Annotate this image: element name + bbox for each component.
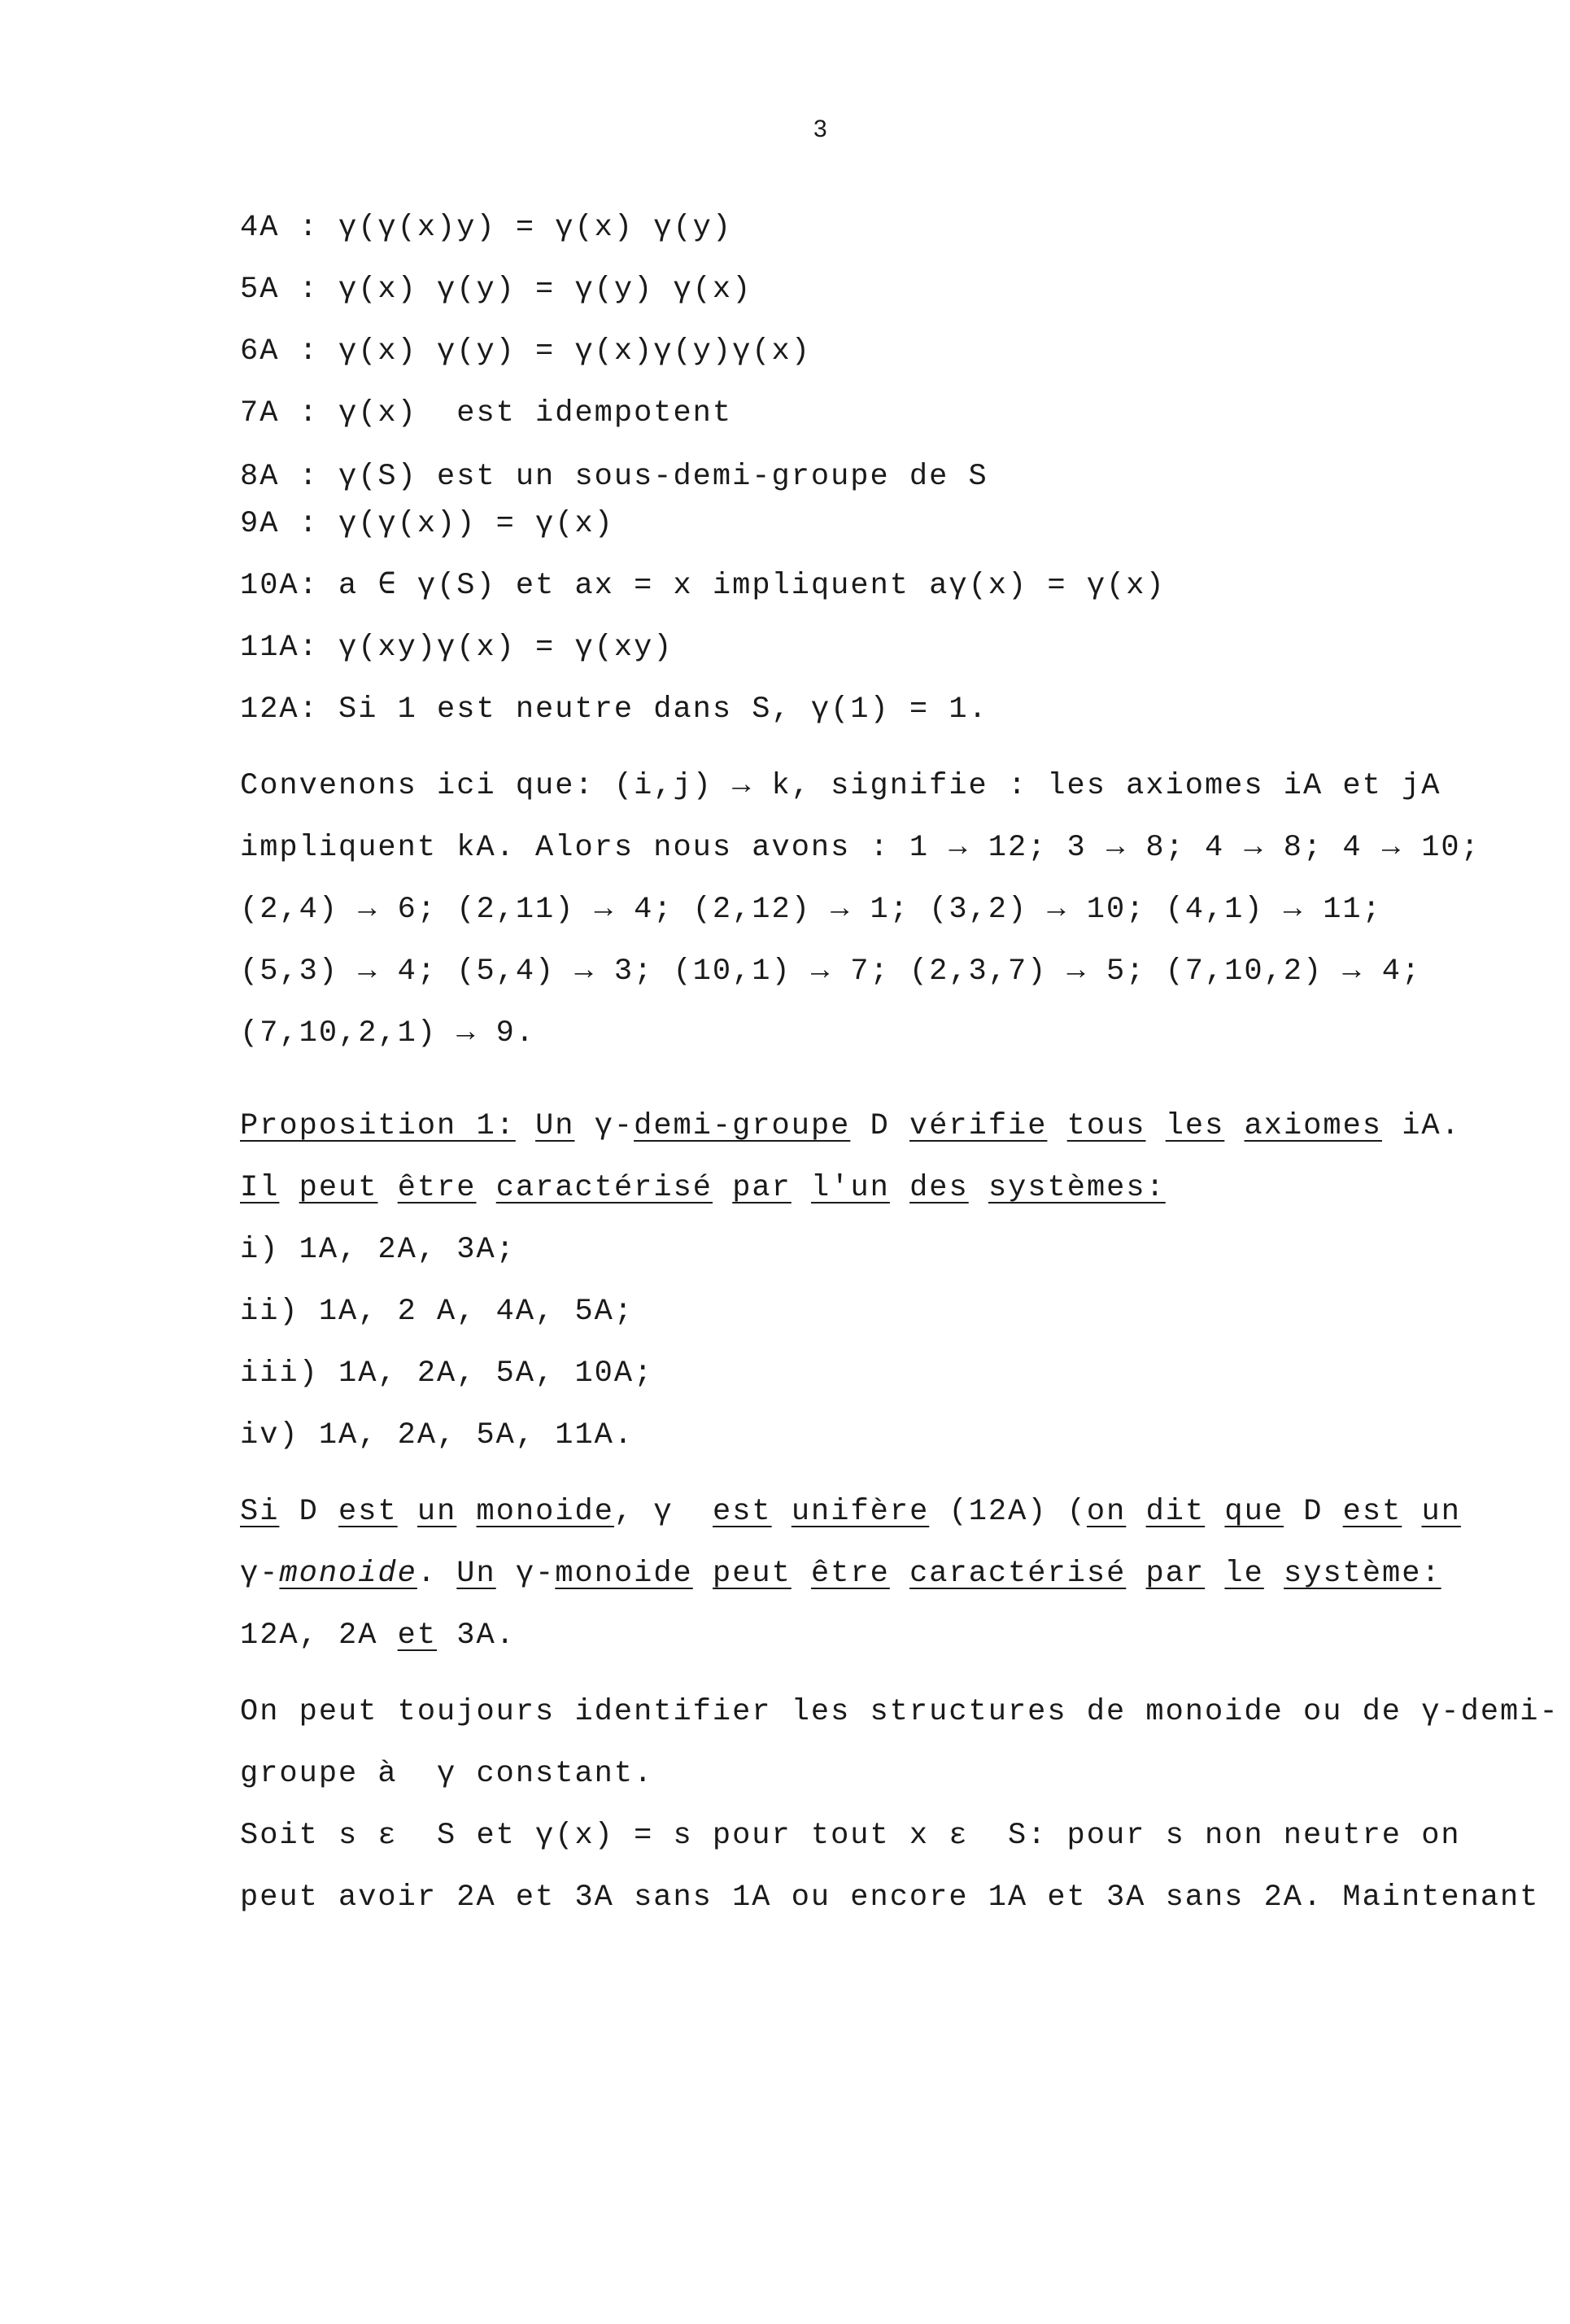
- axiom-10a: 10A: a ∈ γ(S) et ax = x impliquent aγ(x) = γ(x): [240, 569, 1166, 603]
- closing-line-2: groupe à γ constant.: [240, 1757, 654, 1791]
- system-iii: iii) 1A, 2A, 5A, 10A;: [240, 1356, 654, 1391]
- axiom-6a: 6A : γ(x) γ(y) = γ(x)γ(y)γ(x): [240, 334, 811, 369]
- monoid-line-1: Si D est un monoide, γ est unifère (12A) (on dit que D est un: [240, 1495, 1461, 1529]
- system-iv: iv) 1A, 2A, 5A, 11A.: [240, 1418, 635, 1452]
- convention-line-5: (7,10,2,1) → 9.: [240, 1016, 536, 1051]
- closing-line-4: peut avoir 2A et 3A sans 1A ou encore 1A et 3A sans 2A. Maintenant: [240, 1881, 1540, 1915]
- convention-line-4: (5,3) → 4; (5,4) → 3; (10,1) → 7; (2,3,7) → 5; (7,10,2) → 4;: [240, 954, 1422, 989]
- proposition-line-2: Il peut être caractérisé par l'un des systèmes:: [240, 1171, 1166, 1205]
- axiom-5a: 5A : γ(x) γ(y) = γ(y) γ(x): [240, 273, 752, 307]
- page-number: 3: [813, 116, 827, 142]
- convention-line-2: impliquent kA. Alors nous avons : 1 → 12; 3 → 8; 4 → 8; 4 → 10;: [240, 831, 1481, 865]
- axiom-9a: 9A : γ(γ(x)) = γ(x): [240, 507, 614, 541]
- system-i: i) 1A, 2A, 3A;: [240, 1233, 516, 1267]
- axiom-11a: 11A: γ(xy)γ(x) = γ(xy): [240, 631, 674, 665]
- axiom-12a: 12A: Si 1 est neutre dans S, γ(1) = 1.: [240, 692, 988, 727]
- system-ii: ii) 1A, 2 A, 4A, 5A;: [240, 1295, 635, 1329]
- proposition-line-1: Proposition 1: Un γ-demi-groupe D vérifie tous les axiomes iA.: [240, 1109, 1461, 1143]
- axiom-4a: 4A : γ(γ(x)y) = γ(x) γ(y): [240, 211, 733, 245]
- closing-line-3: Soit s ε S et γ(x) = s pour tout x ε S: pour s non neutre on: [240, 1819, 1461, 1853]
- convention-line-1: Convenons ici que: (i,j) → k, signifie : les axiomes iA et jA: [240, 769, 1441, 803]
- closing-line-1: On peut toujours identifier les structures de monoide ou de γ-demi-: [240, 1695, 1559, 1729]
- convention-line-3: (2,4) → 6; (2,11) → 4; (2,12) → 1; (3,2) → 10; (4,1) → 11;: [240, 893, 1382, 927]
- axiom-7a: 7A : γ(x) est idempotent: [240, 396, 733, 430]
- monoid-line-3: 12A, 2A et 3A.: [240, 1618, 516, 1653]
- monoid-line-2: γ-monoide. Un γ-monoide peut être caractérisé par le système:: [240, 1557, 1441, 1591]
- axiom-8a: 8A : γ(S) est un sous-demi-groupe de S: [240, 460, 988, 494]
